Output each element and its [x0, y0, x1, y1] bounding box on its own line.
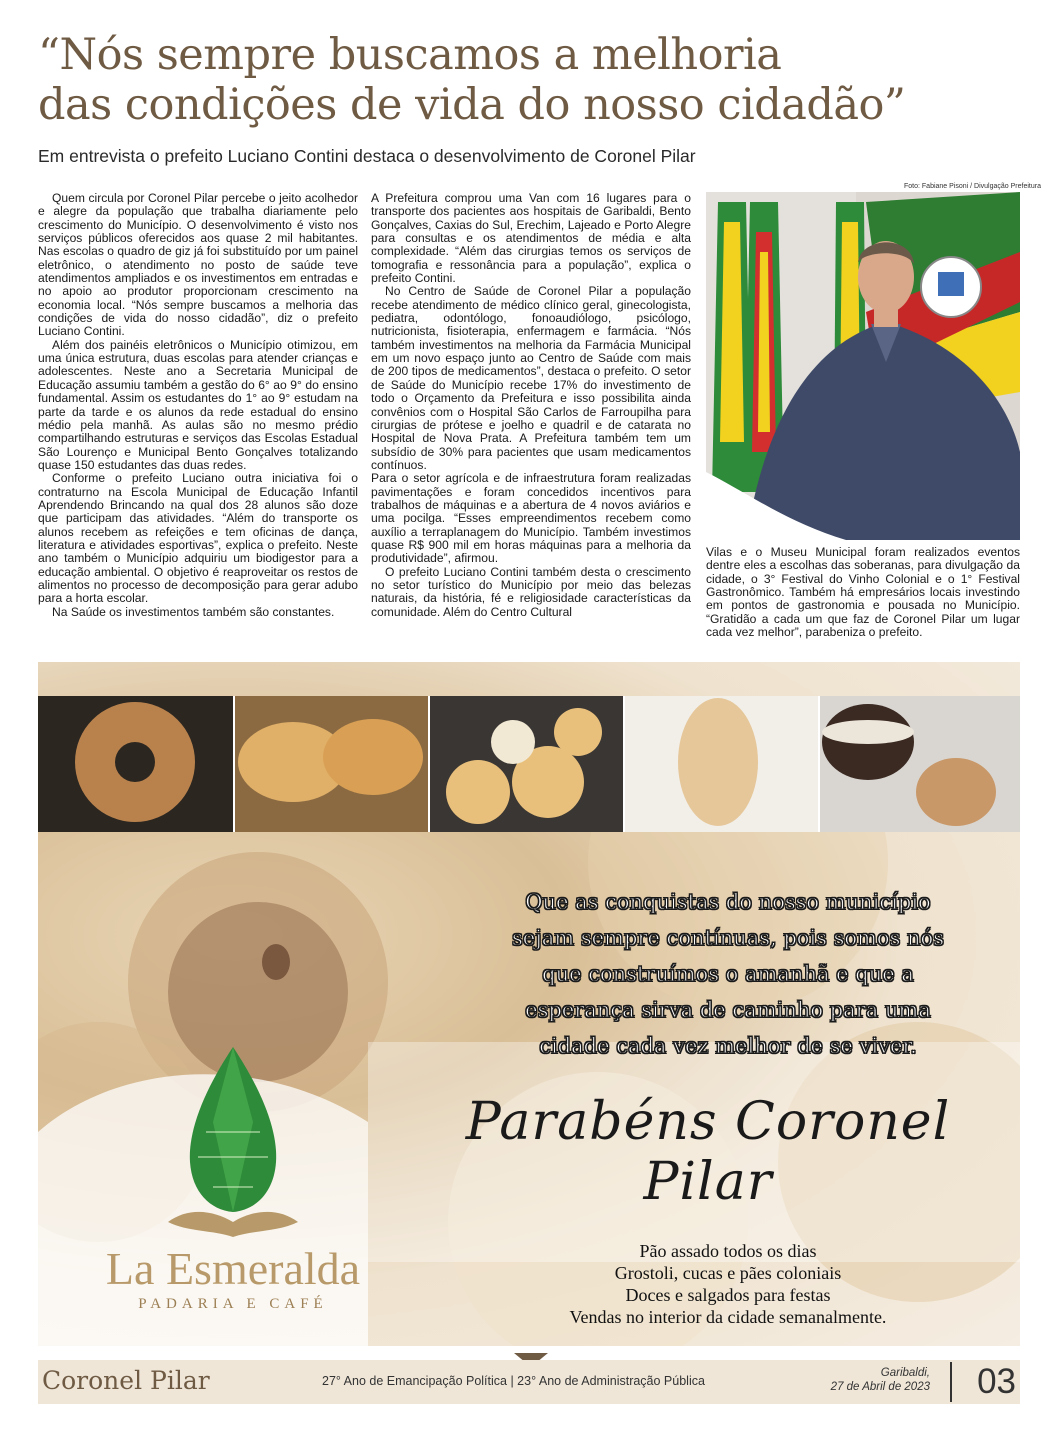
footer-anniversary: 27° Ano de Emancipação Política | 23° Ano de Administração Pública — [322, 1374, 705, 1388]
footer-divider — [950, 1362, 952, 1402]
ad-quote — [468, 884, 988, 1064]
paragraph: Além dos painéis eletrônicos o Município otimizou, em uma única estrutura, duas escolas para atender crianças e adolescentes. Neste ano a Secretaria Municipal de Educação assumiu também a gestão do 6° ao 9° do ensino fundamental. Assim os estudantes do 1° ao 9° estudam na parte da tarde e os alunos da rede estadual do ensino médio pela manhã. As aulas são no mesmo prédio compartilhando estruturas e serviços das Escolas Estadual São Lourenço e Municipal Bento Gonçalves totalizando quase 150 estudantes das duas redes. — [38, 337, 358, 472]
paragraph: No Centro de Saúde de Coronel Pilar a população recebe atendimento de médico clínico geral, ginecologista, pediatra, odontólogo, fonoaudiólogo, psicólogo, nutricionista, fisioterapia, enfermagem e farmácia. “Nós também investimentos na melhoria da Farmácia Municipal em um novo espaço junto ao Centro de Saúde com mais de 200 tipos de medicamentos”, destaca o prefeito. O setor de Saúde do Município recebe 17% do investimento de todo o Orçamento da Prefeitura e isso possibilita ainda convênios com o Hospital São Carlos de Farroupilha para cirurgias de prótese e joelho e quadril e de catarata no Hospital de Nova Prata. A Prefeitura também tem um subsídio de 30% para pacientes que usam medicamentos contínuos. — [371, 284, 691, 472]
headline-line-2: das condições de vida do nosso cidadão” — [38, 80, 906, 130]
paragraph: Quem circula por Coronel Pilar percebe o jeito acolhedor e alegre da população que trabalha diariamente pelo crescimento do Município. O desenvolvimento é visto nos serviços públicos oferecidos aos quase 2 mil habitantes. Nas escolas o quadro de giz já foi substituído por um painel eletrônico, o atendimento no posto de saúde teve atendimentos ampliados e os investimentos em entradas e no apoio ao produtor proporcionam crescimento na economia local. “Nós sempre buscamos a melhoria das condições de vida do nosso cidadão”, diz o prefeito Luciano Contini. — [38, 191, 359, 339]
services-list — [478, 1240, 978, 1328]
footer-place-date — [831, 1366, 930, 1394]
quote-line: sejam sempre contínuas, pois somos nós — [512, 926, 944, 950]
brand-name: La Esmeralda — [105, 1243, 361, 1294]
service-item: Vendas no interior da cidade semanalmente. — [569, 1307, 887, 1327]
mayor-photo — [706, 192, 1020, 540]
service-item: Doces e salgados para festas — [625, 1285, 831, 1305]
service-item: Pão assado todos os dias — [639, 1241, 817, 1261]
paragraph: Vilas e o Museu Municipal foram realizados eventos dentre eles a escolhas das soberanas, para divulgação da cidade, o 3° Festival do Vinho Colonial e o 1° Festival Gastronômico. Também há empresários locais investindo em pontos de gastronomia e pousada no Município. “Gratidão a cada um que faz de Coronel Pilar um lugar cada vez melhor”, parabeniza o prefeito. — [706, 545, 1020, 640]
article-column-2 — [371, 192, 691, 619]
bakery-advertisement — [38, 662, 1020, 1346]
subheadline: Em entrevista o prefeito Luciano Contini destaca o desenvolvimento de Coronel Pilar — [38, 146, 696, 166]
service-item: Grostoli, cucas e pães coloniais — [614, 1263, 842, 1283]
quote-line: cidade cada vez melhor de se viver. — [539, 1034, 917, 1058]
brand-subtitle: PADARIA E CAFÉ — [138, 1296, 328, 1312]
paragraph: Conforme o prefeito Luciano outra iniciativa foi o contraturno na Escola Municipal de Educação Infantil Aprendendo Brincando na qual dos 28 alunos são doze que participam das atividades. “Além do transporte os alunos recebem as refeições e tem oficinas de dança, literatura e atividades esportivas”, explica o prefeito. Neste ano também o Município adquiriu um biodigestor para a educação ambiental. O objetivo é reaproveitar os restos de alimentos no processo de decomposição para gerar adubo para a horta escolar. — [38, 471, 358, 606]
quote-line: Que as conquistas do nosso município — [525, 890, 931, 914]
quote-line: que construímos o amanhã e que a — [542, 962, 914, 986]
article-column-3 — [706, 546, 1020, 639]
photo-credit: Foto: Fabiane Pisoni / Divulgação Prefeitura — [904, 183, 1041, 190]
paragraph: A Prefeitura comprou uma Van com 16 lugares para o transporte dos pacientes aos hospitais de Garibaldi, Bento Gonçalves, Caxias do Sul, Erechim, Lajeado e Porto Alegre para consultas e os atendimentos de média e alta complexidade. “Além das cirurgias temos os serviços de tomografia e ressonância para a população”, explica o prefeito Contini. — [371, 191, 691, 286]
greeting-title: Parabéns Coronel Pilar — [465, 1092, 951, 1212]
headline-line-1: “Nós sempre buscamos a melhoria — [38, 30, 782, 80]
page-footer — [38, 1360, 1020, 1404]
paragraph: Na Saúde os investimentos também são constantes. — [52, 604, 335, 619]
headline — [38, 30, 1038, 130]
article-column-1 — [38, 192, 358, 619]
paragraph: Para o setor agrícola e de infraestrutura foram realizadas pavimentações e foram concedidos incentivos para trabalhos de máquinas e a abertura de 4 novos aviários e uma pocilga. “Esses empreendimentos recebem como auxílio a terraplanagem do Município. Também investimos quase R$ 900 mil em horas máquinas para a melhoria da produtividade”, afirmou. — [371, 471, 691, 566]
paragraph: O prefeito Luciano Contini também desta o crescimento no setor turístico do Município por meio das belezas naturais, da história, fé e religiosidade características da comunidade. Além do Centro Cultural — [371, 564, 691, 619]
footer-city: Garibaldi, — [880, 1367, 930, 1379]
mayor-photo-illustration — [706, 192, 1020, 540]
page-number: 03 — [977, 1362, 1016, 1401]
quote-line: esperança sirva de caminho para uma — [525, 998, 931, 1022]
footer-date: 27 de Abril de 2023 — [830, 1381, 930, 1393]
footer-section-name: Coronel Pilar — [42, 1366, 210, 1395]
